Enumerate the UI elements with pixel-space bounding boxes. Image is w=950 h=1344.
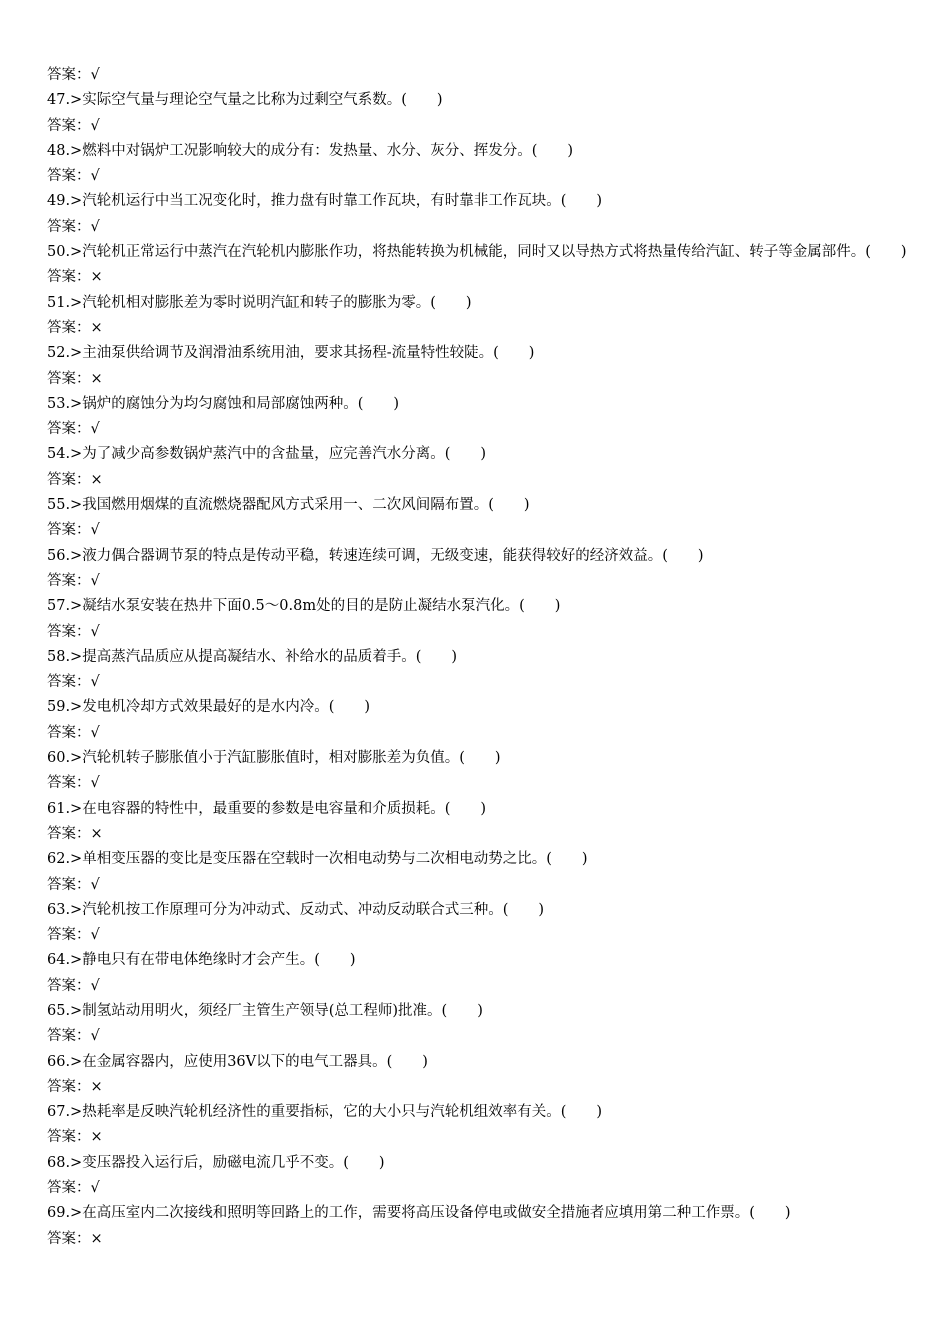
question-text: 59.>发电机冷却方式效果最好的是水内冷。( bbox=[47, 699, 335, 716]
answer-line bbox=[47, 670, 913, 695]
answer-line bbox=[47, 620, 913, 645]
answer-line bbox=[47, 1024, 913, 1049]
answer-line bbox=[47, 1176, 913, 1201]
question-text: 63.>汽轮机按工作原理可分为冲动式、反动式、冲动反动联合式三种。( bbox=[47, 901, 509, 918]
answer-line bbox=[47, 822, 913, 847]
answer-value: √ bbox=[90, 623, 100, 640]
question-line bbox=[47, 1151, 913, 1176]
question-line bbox=[47, 291, 913, 316]
question-close-paren: ) bbox=[554, 598, 561, 615]
answer-value: × bbox=[90, 269, 103, 286]
answer-label: 答案： bbox=[47, 67, 91, 83]
question-line bbox=[47, 442, 913, 467]
question-close-paren: ) bbox=[494, 750, 501, 767]
answer-line bbox=[47, 923, 913, 948]
question-line bbox=[47, 797, 913, 822]
answer-line bbox=[47, 721, 913, 746]
question-line bbox=[47, 240, 913, 265]
question-close-paren: ) bbox=[581, 851, 588, 868]
question-text: 55.>我国燃用烟煤的直流燃烧器配风方式采用一、二次风间隔布置。( bbox=[47, 497, 494, 514]
answer-line bbox=[47, 417, 913, 442]
answer-line bbox=[47, 1075, 913, 1100]
question-text: 60.>汽轮机转子膨胀值小于汽缸膨胀值时，相对膨胀差为负值。( bbox=[47, 750, 465, 767]
question-text: 62.>单相变压器的变比是变压器在空载时一次相电动势与二次相电动势之比。( bbox=[47, 851, 552, 868]
answer-line bbox=[47, 771, 913, 796]
answer-line bbox=[47, 468, 913, 493]
answer-value: √ bbox=[90, 421, 100, 438]
answer-label: 答案： bbox=[47, 117, 91, 134]
answer-label: 答案： bbox=[47, 572, 91, 589]
question-line bbox=[47, 847, 913, 872]
question-close-paren: ) bbox=[378, 1154, 385, 1171]
answer-line bbox=[47, 316, 913, 341]
question-close-paren: ) bbox=[528, 345, 535, 362]
answer-value: √ bbox=[90, 168, 100, 185]
question-text: 47.>实际空气量与理论空气量之比称为过剩空气系数。( bbox=[47, 92, 407, 109]
answer-label: 答案： bbox=[47, 269, 91, 286]
question-line bbox=[47, 493, 913, 518]
question-line bbox=[47, 594, 913, 619]
question-line bbox=[47, 1050, 913, 1075]
question-close-paren: ) bbox=[349, 952, 356, 969]
question-text: 53.>锅炉的腐蚀分为均匀腐蚀和局部腐蚀两种。( bbox=[47, 395, 364, 412]
question-line bbox=[47, 544, 913, 569]
answer-label: 答案： bbox=[47, 218, 91, 235]
answer-value: √ bbox=[90, 977, 100, 994]
answer-label: 答案： bbox=[47, 1180, 91, 1197]
question-text: 65.>制氢站动用明火，须经厂主管生产领导(总工程师)批准。( bbox=[47, 1002, 448, 1019]
question-text: 61.>在电容器的特性中，最重要的参数是电容量和介质损耗。( bbox=[47, 800, 451, 817]
question-text: 66.>在金属容器内，应使用36V以下的电气工器具。( bbox=[47, 1053, 393, 1070]
question-close-paren: ) bbox=[480, 800, 487, 817]
question-line bbox=[47, 341, 913, 366]
answer-label: 答案： bbox=[47, 927, 91, 944]
answer-value: √ bbox=[90, 572, 100, 589]
answer-line bbox=[47, 1125, 913, 1150]
answer-label: 答案： bbox=[47, 724, 91, 741]
document-body bbox=[47, 63, 913, 1252]
answer-label: 答案： bbox=[47, 1078, 91, 1095]
question-close-paren: ) bbox=[364, 699, 371, 716]
question-close-paren: ) bbox=[477, 1002, 483, 1019]
question-line bbox=[47, 88, 913, 113]
answer-value: √ bbox=[90, 218, 100, 235]
answer-label: 答案： bbox=[47, 623, 91, 640]
answer-line bbox=[47, 518, 913, 543]
question-line bbox=[47, 189, 913, 214]
answer-line bbox=[47, 569, 913, 594]
question-line bbox=[47, 695, 913, 720]
question-line bbox=[47, 1100, 913, 1125]
answer-value: × bbox=[90, 471, 103, 488]
question-close-paren: ) bbox=[596, 193, 603, 210]
answer-value: × bbox=[90, 1129, 103, 1146]
answer-label: 答案： bbox=[47, 977, 91, 994]
answer-value: × bbox=[90, 319, 103, 336]
question-text: 49.>汽轮机运行中当工况变化时，推力盘有时靠工作瓦块，有时靠非工作瓦块。( bbox=[47, 193, 567, 210]
answer-line bbox=[47, 164, 913, 189]
answer-label: 答案： bbox=[47, 876, 91, 893]
answer-line bbox=[47, 873, 913, 898]
question-close-paren: ) bbox=[422, 1053, 428, 1070]
question-close-paren: ) bbox=[436, 92, 443, 109]
answer-line bbox=[47, 367, 913, 392]
question-text: 56.>液力偶合器调节泵的特点是传动平稳，转速连续可调，无级变速，能获得较好的经济效益。( bbox=[47, 547, 668, 564]
answer-value: √ bbox=[90, 522, 100, 539]
question-close-paren: ) bbox=[596, 1104, 603, 1121]
question-close-paren: ) bbox=[451, 648, 458, 665]
answer-line bbox=[47, 265, 913, 290]
answer-line bbox=[47, 114, 913, 139]
question-text: 64.>静电只有在带电体绝缘时才会产生。( bbox=[47, 952, 320, 969]
question-close-paren: ) bbox=[697, 547, 704, 564]
answer-value: √ bbox=[90, 1028, 100, 1045]
question-line bbox=[47, 746, 913, 771]
question-line bbox=[47, 1201, 913, 1226]
answer-label: 答案： bbox=[47, 370, 91, 387]
question-close-paren: ) bbox=[567, 142, 574, 159]
question-line bbox=[47, 139, 913, 164]
answer-label: 答案： bbox=[47, 522, 91, 539]
question-list bbox=[47, 88, 913, 1252]
question-text: 54.>为了减少高参数锅炉蒸汽中的含盐量，应完善汽水分离。( bbox=[47, 446, 451, 463]
question-text: 58.>提高蒸汽品质应从提高凝结水、补给水的品质着手。( bbox=[47, 648, 422, 665]
question-close-paren: ) bbox=[480, 446, 487, 463]
answer-line bbox=[47, 215, 913, 240]
question-text: 50.>汽轮机正常运行中蒸汽在汽轮机内膨胀作功，将热能转换为机械能，同时又以导热方式将热量传给汽缸、转子等金属部件。( bbox=[47, 244, 871, 261]
answer-label: 答案： bbox=[47, 1230, 91, 1247]
question-close-paren: ) bbox=[784, 1205, 791, 1222]
question-line bbox=[47, 948, 913, 973]
answer-value: √ bbox=[90, 927, 100, 944]
answer-value: × bbox=[90, 1230, 103, 1247]
question-text: 69.>在高压室内二次接线和照明等回路上的工作，需要将高压设备停电或做安全措施者应填用第二种工作票。( bbox=[47, 1205, 755, 1222]
answer-value: √ bbox=[90, 674, 100, 691]
answer-value: √ bbox=[90, 724, 100, 741]
question-line bbox=[47, 645, 913, 670]
answer-line bbox=[47, 63, 913, 88]
question-text: 67.>热耗率是反映汽轮机经济性的重要指标，它的大小只与汽轮机组效率有关。( bbox=[47, 1104, 567, 1121]
question-text: 52.>主油泵供给调节及润滑油系统用油，要求其扬程-流量特性较陡。( bbox=[47, 345, 499, 362]
answer-value: √ bbox=[90, 876, 100, 893]
answer-label: 答案： bbox=[47, 1129, 91, 1146]
question-text: 57.>凝结水泵安装在热井下面0.5～0.8m处的目的是防止凝结水泵汽化。( bbox=[47, 598, 525, 615]
answer-label: 答案： bbox=[47, 775, 91, 792]
answer-value: × bbox=[90, 1078, 103, 1095]
answer-value: √ bbox=[90, 67, 100, 83]
question-text: 48.>燃料中对锅炉工况影响较大的成分有：发热量、水分、灰分、挥发分。( bbox=[47, 142, 538, 159]
question-close-paren: ) bbox=[393, 395, 400, 412]
answer-label: 答案： bbox=[47, 471, 91, 488]
answer-line bbox=[47, 974, 913, 999]
question-close-paren: ) bbox=[465, 294, 472, 311]
answer-line bbox=[47, 1227, 913, 1252]
answer-value: √ bbox=[90, 117, 100, 134]
question-text: 51.>汽轮机相对膨胀差为零时说明汽缸和转子的膨胀为零。( bbox=[47, 294, 436, 311]
question-close-paren: ) bbox=[523, 497, 530, 514]
question-line bbox=[47, 898, 913, 923]
answer-value: √ bbox=[90, 1180, 100, 1197]
question-close-paren: ) bbox=[900, 244, 907, 261]
question-line bbox=[47, 999, 913, 1024]
question-line bbox=[47, 392, 913, 417]
answer-label: 答案： bbox=[47, 1028, 91, 1045]
answer-label: 答案： bbox=[47, 421, 91, 438]
answer-value: × bbox=[90, 370, 103, 387]
question-close-paren: ) bbox=[538, 901, 545, 918]
answer-label: 答案： bbox=[47, 319, 91, 336]
question-text: 68.>变压器投入运行后，励磁电流几乎不变。( bbox=[47, 1154, 349, 1171]
answer-value: √ bbox=[90, 775, 100, 792]
answer-label: 答案： bbox=[47, 674, 91, 691]
answer-label: 答案： bbox=[47, 825, 91, 842]
answer-value: × bbox=[90, 825, 103, 842]
answer-label: 答案： bbox=[47, 168, 91, 185]
